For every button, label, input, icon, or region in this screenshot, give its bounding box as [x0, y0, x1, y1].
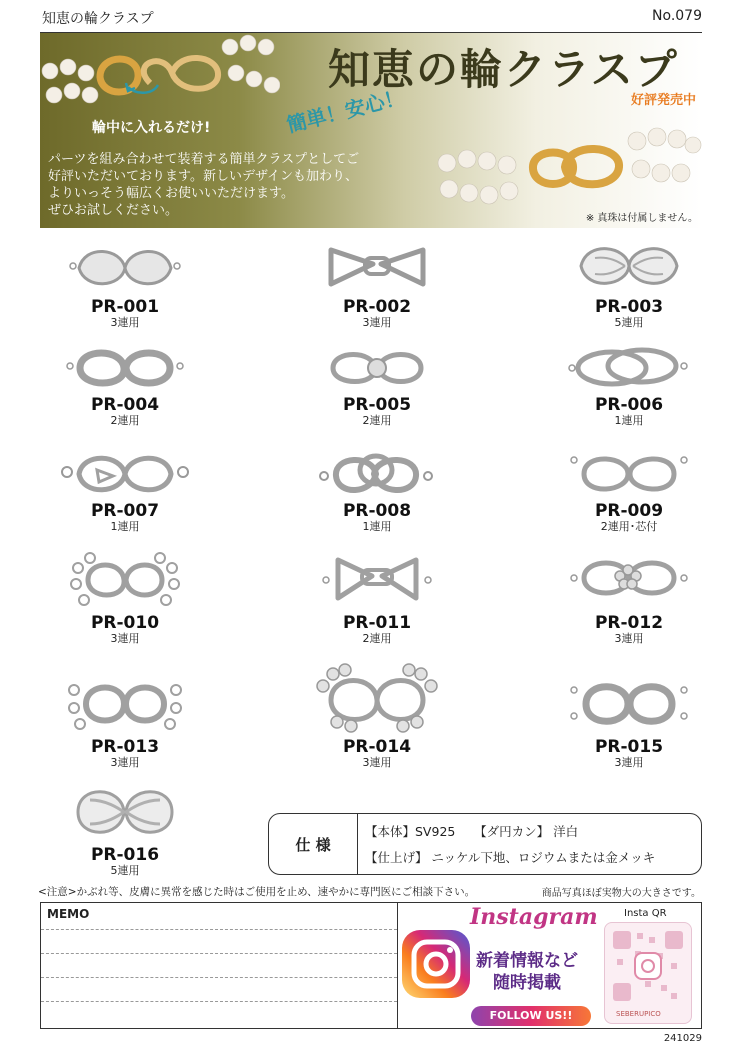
product-strands: 1連用	[614, 414, 644, 427]
hero-banner	[40, 33, 702, 228]
product-strands: 3連用	[110, 316, 140, 329]
memo-title: MEMO	[47, 907, 90, 921]
product-code: PR-003	[594, 297, 664, 317]
product-card[interactable]	[292, 238, 462, 329]
instagram-icon	[400, 928, 472, 1000]
instagram-message-line: 随時掲載	[493, 973, 561, 993]
product-strands: 3連用	[110, 632, 140, 645]
document-number: No.079	[652, 8, 702, 24]
clasp-image	[564, 668, 694, 736]
clasp-image	[307, 660, 447, 736]
qr-label: Insta QR	[624, 908, 667, 919]
product-code: PR-011	[342, 613, 412, 633]
product-card[interactable]	[40, 238, 210, 329]
product-code: PR-009	[594, 501, 664, 521]
product-code: PR-012	[594, 613, 664, 633]
clasp-with-pearls-image	[435, 111, 702, 211]
desc-line: ぜひお試しください。	[48, 203, 179, 218]
instagram-message-line: 新着情報など	[476, 951, 578, 971]
product-card[interactable]	[544, 446, 714, 533]
product-card[interactable]	[544, 668, 714, 769]
product-strands: 1連用	[362, 520, 392, 533]
product-card[interactable]	[40, 546, 210, 645]
spec-label: 仕 様	[269, 814, 358, 874]
spec-box	[268, 813, 702, 875]
follow-us-button[interactable]: FOLLOW US!!	[471, 1006, 591, 1026]
product-code: PR-007	[90, 501, 160, 521]
clasp-image	[564, 340, 694, 394]
clasp-image	[317, 238, 437, 296]
product-code: PR-016	[90, 845, 160, 865]
product-card[interactable]	[544, 546, 714, 645]
qr-code[interactable]	[604, 922, 692, 1024]
clasp-image	[55, 446, 195, 500]
clasp-image	[60, 668, 190, 736]
clasp-image	[60, 780, 190, 844]
clasp-image	[312, 546, 442, 612]
product-strands: 5連用	[614, 316, 644, 329]
product-strands: 3連用	[614, 632, 644, 645]
product-code: PR-004	[90, 395, 160, 415]
memo-line	[41, 1001, 397, 1002]
product-code: PR-010	[90, 613, 160, 633]
clasp-image	[564, 446, 694, 500]
ring-message: 輪中に入れるだけ!	[92, 120, 211, 136]
product-card[interactable]	[40, 446, 210, 533]
product-code: PR-001	[90, 297, 160, 317]
product-strands: 3連用	[362, 316, 392, 329]
product-code: PR-008	[342, 501, 412, 521]
header	[40, 8, 702, 30]
desc-line: よりいっそう幅広くお使いいただけます。	[48, 186, 294, 201]
product-strands: 1連用	[110, 520, 140, 533]
product-card[interactable]	[292, 446, 462, 533]
product-code: PR-005	[342, 395, 412, 415]
clasp-image	[569, 238, 689, 296]
memo-line	[41, 929, 397, 930]
memo-line	[41, 953, 397, 954]
product-strands: 3連用	[362, 756, 392, 769]
pearl-note: ※ 真珠は付属しません。	[585, 213, 698, 224]
product-card[interactable]	[40, 340, 210, 427]
clasp-image	[564, 546, 694, 612]
product-strands: 2連用	[362, 414, 392, 427]
product-code: PR-006	[594, 395, 664, 415]
clasp-image	[312, 446, 442, 500]
banner-description	[48, 151, 359, 219]
clasp-image	[60, 546, 190, 612]
product-code: PR-015	[594, 737, 664, 757]
product-code: PR-014	[342, 737, 412, 757]
product-code: PR-013	[90, 737, 160, 757]
product-strands: 3連用	[614, 756, 644, 769]
pearl-strand-image	[40, 33, 280, 123]
qr-code-pattern	[605, 923, 691, 1009]
spec-body-line: 【本体】SV925 【ダ円カン】 洋白	[365, 824, 579, 839]
desc-line: パーツを組み合わせて装着する簡単クラスプとしてご	[48, 152, 360, 167]
product-card[interactable]	[292, 546, 462, 645]
clasp-image	[317, 340, 437, 394]
header-title: 知恵の輪クラスプ	[42, 11, 154, 27]
qr-account-name: SEBERUPICO	[616, 1010, 661, 1018]
instagram-message	[476, 950, 578, 994]
product-strands: 2連用	[362, 632, 392, 645]
banner-title: 知恵の輪クラスプ	[328, 45, 679, 94]
caution-note: <注意>かぶれ等、皮膚に異常を感じた時はご使用を止め、速やかに専門医にご相談下さい。	[38, 886, 476, 898]
product-card[interactable]	[292, 340, 462, 427]
instagram-panel[interactable]	[398, 902, 702, 1029]
desc-line: 好評いただいております。新しいデザインも加わり、	[48, 169, 359, 184]
photo-note: 商品写真ほぼ実物大の大きさです。	[541, 888, 701, 899]
clasp-image	[65, 238, 185, 296]
instagram-wordmark: Instagram	[470, 904, 598, 930]
product-strands: 2連用･芯付	[600, 520, 658, 533]
product-card[interactable]	[544, 340, 714, 427]
memo-line	[41, 977, 397, 978]
catch-copy: 簡単！安心！	[284, 84, 407, 138]
product-strands: 3連用	[110, 756, 140, 769]
product-strands: 2連用	[110, 414, 140, 427]
product-strands: 5連用	[110, 864, 140, 877]
product-card[interactable]	[544, 238, 714, 329]
document-date: 241029	[663, 1033, 702, 1044]
product-code: PR-002	[342, 297, 412, 317]
product-card[interactable]	[40, 668, 210, 769]
clasp-image	[60, 340, 190, 394]
product-card[interactable]	[40, 780, 210, 877]
product-card[interactable]	[292, 660, 462, 769]
release-badge: 好評発売中	[630, 93, 696, 108]
spec-finish-line: 【仕上げ】 ニッケル下地、ロジウムまたは金メッキ	[365, 850, 656, 865]
